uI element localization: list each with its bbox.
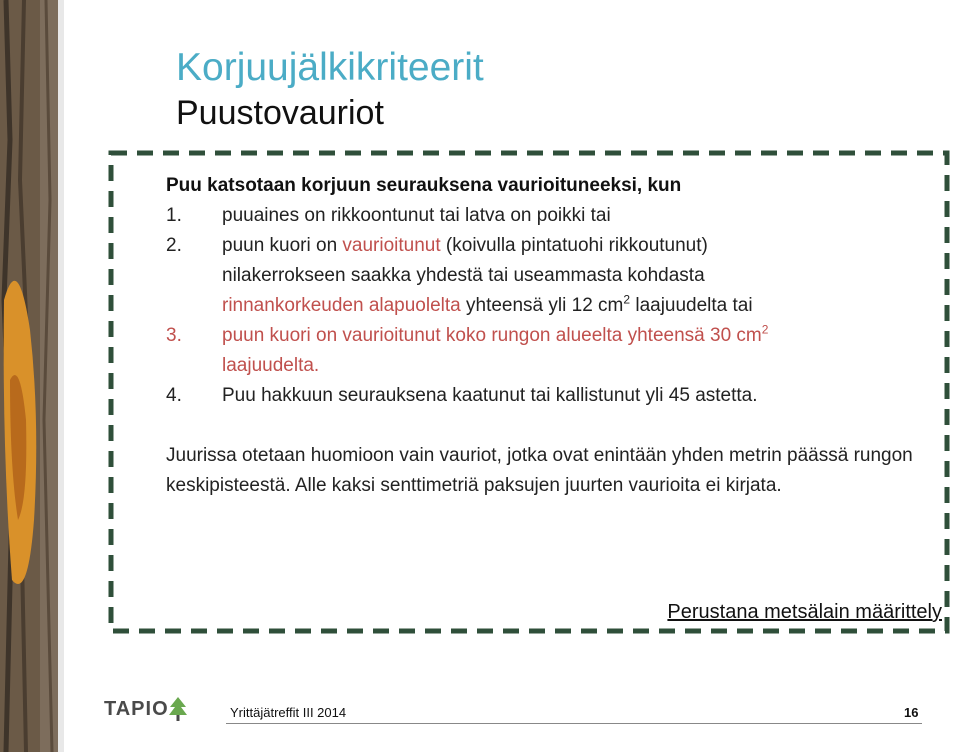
- item-emphasis: vaurioitunut: [342, 235, 441, 256]
- item-text-line: nilakerrokseen saakka yhdestä tai useammasta kohdasta: [222, 265, 705, 286]
- item-number: 4.: [166, 385, 182, 406]
- item-text: puuaines on rikkoontunut tai latva on poikki tai: [222, 205, 611, 226]
- slide-subtitle: Puustovauriot: [176, 94, 384, 132]
- criteria-content: [166, 171, 946, 501]
- footer-text: Yrittäjätreffit III 2014: [230, 705, 347, 720]
- slide-number: 16: [904, 705, 919, 720]
- logo-text: TAPIO: [104, 697, 169, 720]
- tree-icon: [169, 697, 187, 721]
- intro-text: Puu katsotaan korjuun seurauksena vaurioituneeksi, kun: [166, 175, 682, 196]
- tree-bark-image: [0, 0, 64, 752]
- superscript: 2: [623, 292, 631, 307]
- item-text: puun kuori on vaurioitunut koko rungon alueelta yhteensä 30 cm: [222, 325, 762, 346]
- item-number: 2.: [166, 235, 182, 256]
- roots-paragraph: Juurissa otetaan huomioon vain vauriot, jotka ovat enintään yhden metrin päässä rungon keskipisteestä. Alle kaksi senttimetriä paksujen juurten vaurioita ei kirjata.: [166, 445, 913, 496]
- list-item: [166, 231, 946, 321]
- item-text: laajuudelta tai: [630, 295, 753, 316]
- item-number: 3.: [166, 325, 182, 346]
- item-number: 1.: [166, 205, 182, 226]
- item-text: (koivulla pintatuohi rikkoutunut): [440, 235, 708, 256]
- item-text-line: laajuudelta.: [222, 355, 320, 376]
- item-text: puun kuori on: [222, 235, 343, 256]
- list-item: [166, 381, 946, 411]
- superscript: 2: [761, 322, 769, 337]
- tapio-logo: [104, 697, 187, 721]
- footer-divider: [226, 723, 922, 724]
- list-item: [166, 321, 946, 381]
- basis-link-text: Perustana metsälain määrittely: [667, 601, 942, 623]
- list-item: [166, 201, 946, 231]
- item-text: yhteensä yli 12 cm: [460, 295, 624, 316]
- item-emphasis: rinnankorkeuden alapuolelta: [222, 295, 461, 316]
- item-text: Puu hakkuun seurauksena kaatunut tai kallistunut yli 45 astetta.: [222, 385, 758, 406]
- slide-title: Korjuujälkikriteerit: [176, 46, 484, 89]
